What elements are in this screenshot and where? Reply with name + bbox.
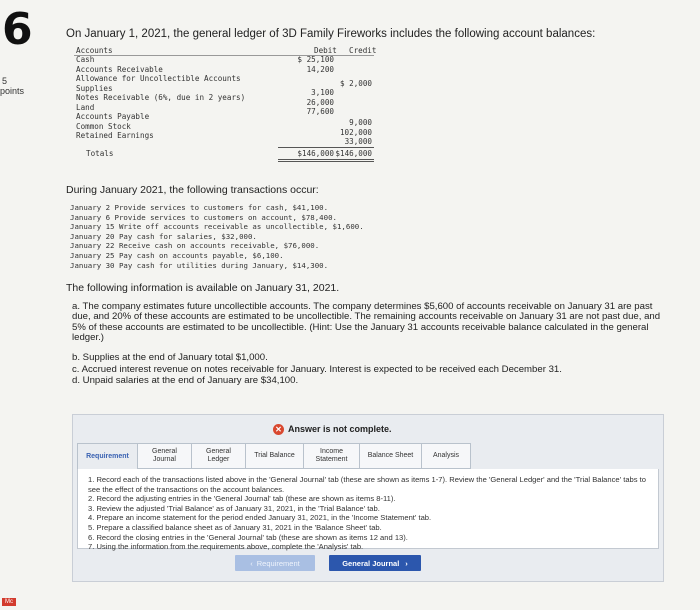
requirement-item: 6. Record the closing entries in the 'General Journal' tab (these are shown as items 12 and 13). [88, 532, 408, 542]
tab-general-journal[interactable]: General Journal [137, 443, 191, 469]
chevron-right-icon: › [405, 558, 408, 568]
transaction-item: January 15 Write off accounts receivable as uncollectible, $1,600. [70, 222, 364, 232]
transaction-item: January 30 Pay cash for utilities during January, $14,300. [70, 260, 329, 270]
credit-header: Credit [349, 46, 377, 55]
tab-income-statement[interactable]: Income Statement [303, 443, 359, 469]
credit-total: $146,000 [335, 149, 372, 158]
debit-value: 77,600 [306, 107, 334, 116]
account-name: Supplies [76, 83, 113, 93]
credit-value: $ 2,000 [339, 79, 372, 88]
transactions-list [70, 203, 364, 270]
account-name: Land [76, 102, 95, 112]
transaction-item: January 25 Pay cash on accounts payable, $6,100. [70, 250, 284, 260]
requirements-list [77, 469, 659, 552]
account-name: Allowance for Uncollectible Accounts [76, 74, 241, 83]
info-heading: The following information is available on January 31, 2021. [66, 282, 340, 294]
side-points-label: points [0, 86, 25, 96]
side-number: 5 [2, 76, 8, 86]
tab-general-ledger[interactable]: General Ledger [191, 443, 245, 469]
credit-total-rule [332, 147, 374, 148]
requirement-item: 1. Record each of the transactions listed above in the 'General Journal' tab (these are shown as items 1-7). Review the 'General Ledger' and the 'Trial Balance' tabs to see the effect of the transactions on the account balances. [88, 475, 647, 494]
account-name: Retained Earnings [76, 131, 154, 140]
transactions-heading: During January 2021, the following transactions occur: [66, 184, 319, 196]
answer-panel [72, 414, 664, 582]
accounts-header: Accounts [76, 46, 113, 55]
account-balances-table [74, 46, 380, 160]
info-item-a: a. The company estimates future uncollectible accounts. The company determines $5,600 of accounts receivable on January 31 are past due, and 20% of these accounts are estimated to be uncollectible. The remaining accounts receivable on January 31 are not past due, and 5% of these accounts are estimated to be uncollectible. (Hint: Use the January 31 accounts receivable balance calculated in the general ledger.) [72, 301, 661, 344]
transaction-item: January 22 Receive cash on accounts receivable, $76,000. [70, 241, 320, 251]
tab-bar [77, 443, 471, 469]
account-name: Accounts Receivable [76, 64, 163, 74]
info-item-d: d. Unpaid salaries at the end of January are $34,100. [72, 375, 299, 386]
credit-total-double-rule [332, 159, 374, 162]
question-number: 6 [2, 4, 33, 55]
transaction-item: January 2 Provide services to customers for cash, $41,100. [70, 203, 329, 212]
previous-requirement-button[interactable] [235, 555, 315, 571]
requirement-item: 5. Prepare a classified balance sheet as of January 31, 2021 in the 'Balance Sheet' tab. [88, 522, 382, 532]
incomplete-icon: ✕ [273, 424, 284, 435]
debit-total: $146,000 [297, 149, 334, 158]
totals-label: Totals [86, 149, 114, 158]
credit-value: 102,000 [339, 127, 372, 137]
next-button-label: General Journal [342, 558, 400, 568]
chevron-left-icon: ‹ [250, 558, 253, 568]
debit-total-double-rule [278, 159, 332, 162]
debit-total-rule [278, 147, 332, 148]
debit-value: 3,100 [311, 88, 334, 97]
credit-value: 9,000 [349, 118, 372, 127]
tab-balance-sheet[interactable]: Balance Sheet [359, 443, 421, 469]
requirement-item: 4. Prepare an income statement for the period ended January 31, 2021, in the 'Income Statement' tab. [88, 513, 432, 523]
account-name: Notes Receivable (6%, due in 2 years) [76, 93, 246, 102]
debit-value: 14,200 [306, 64, 334, 74]
previous-button-label: Requirement [256, 558, 300, 568]
info-item-c: c. Accrued interest revenue on notes receivable for January. Interest is expected to be received each December 31. [72, 364, 562, 375]
transaction-item: January 6 Provide services to customers on account, $78,400. [70, 212, 337, 222]
tab-analysis[interactable]: Analysis [421, 443, 471, 469]
requirement-item: 2. Record the adjusting entries in the 'General Journal' tab (these are shown as items 8-11). [88, 494, 396, 504]
requirement-item: 3. Review the adjusted 'Trial Balance' as of January 31, 2021, in the 'Trial Balance' tab. [88, 503, 380, 513]
side-badge: Mc [2, 598, 16, 606]
completion-status [273, 421, 392, 437]
account-name: Common Stock [76, 121, 131, 131]
debit-value: 26,000 [306, 97, 334, 107]
credit-value: 33,000 [344, 137, 372, 146]
completion-status-text: Answer is not complete. [288, 424, 392, 434]
question-intro: On January 1, 2021, the general ledger of 3D Family Fireworks includes the following account balances: [66, 28, 596, 40]
requirement-item: 7. Using the information from the requirements above, complete the 'Analysis' tab. [88, 542, 364, 552]
next-general-journal-button[interactable] [329, 555, 421, 571]
tab-trial-balance[interactable]: Trial Balance [245, 443, 303, 469]
account-name: Cash [76, 55, 95, 64]
debit-header: Debit [314, 46, 337, 55]
debit-value: $ 25,100 [297, 55, 334, 64]
account-name: Accounts Payable [76, 112, 150, 121]
transaction-item: January 20 Pay cash for salaries, $32,000. [70, 231, 257, 241]
tab-requirement[interactable]: Requirement [77, 443, 137, 469]
info-item-b: b. Supplies at the end of January total $1,000. [72, 352, 268, 363]
